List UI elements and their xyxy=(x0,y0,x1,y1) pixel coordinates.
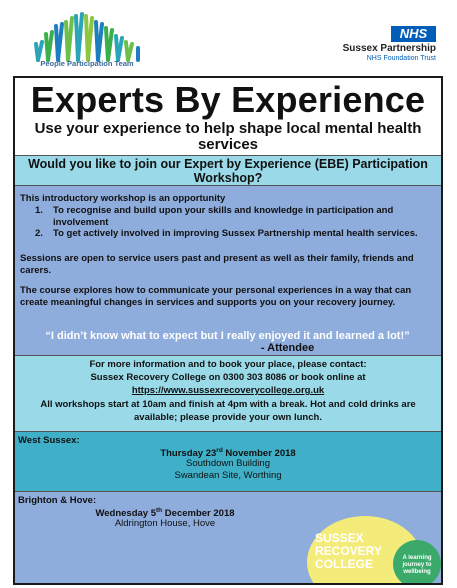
area-label: West Sussex: xyxy=(18,435,80,446)
page-subtitle: Use your experience to help shape local mental health services xyxy=(34,120,422,153)
recovery-logo-line2: RECOVERY xyxy=(315,544,382,558)
header xyxy=(0,0,457,75)
event-venue: Swandean Site, Worthing xyxy=(174,470,282,481)
event-venue: Southdown Building xyxy=(186,458,270,469)
list-text: To get actively involved in improving Sussex Partnership mental health services. xyxy=(53,228,418,239)
sessions-text: Sessions are open to service users past and present as well as their family, friends and carers. xyxy=(20,253,414,276)
title-section xyxy=(15,78,441,156)
testimonial-quote xyxy=(20,330,435,354)
page-title: Experts By Experience xyxy=(30,79,426,120)
info-link-row xyxy=(19,385,437,398)
date-text: Wednesday 5 xyxy=(95,508,157,520)
date-text: December 2018 xyxy=(162,508,235,520)
booking-link[interactable]: https://www.sussexrecoverycollege.org.uk xyxy=(131,385,325,396)
intro-text: This introductory workshop is an opportunity xyxy=(20,193,226,204)
recovery-tagline: wellbeing xyxy=(403,569,431,575)
quote-text: “I didn’t know what to expect but I really enjoyed it and learned a lot!” xyxy=(45,330,410,342)
flyer-frame xyxy=(13,76,443,585)
question-text: Would you like to join our Expert by Experience (EBE) Participation Workshop? xyxy=(28,157,428,185)
question-section xyxy=(15,156,441,186)
booking-info-section xyxy=(15,356,441,432)
info-line: Sussex Recovery College on 0300 303 8086 or book online at xyxy=(90,372,366,383)
recovery-tagline: A learning xyxy=(402,555,432,561)
date-text: November 2018 xyxy=(222,448,296,460)
date-suffix: th xyxy=(156,507,163,514)
quote-attribution: - Attendee xyxy=(260,342,315,354)
brighton-hove-section xyxy=(15,492,441,585)
team-label: People Participation Team xyxy=(40,59,134,68)
recovery-college-logo-icon xyxy=(307,516,443,585)
area-label: Brighton & Hove: xyxy=(18,495,97,506)
list-number: 2. xyxy=(35,228,43,239)
recovery-tagline: journey to xyxy=(402,562,432,568)
nhs-logo-icon: NHS xyxy=(391,26,436,42)
date-text: Thursday 23 xyxy=(160,448,217,460)
recovery-logo-line3: COLLEGE xyxy=(315,557,374,571)
recovery-logo-line1: SUSSEX xyxy=(315,531,364,545)
west-sussex-section xyxy=(15,432,441,492)
list-text: To recognise and build upon your skills and knowledge in participation and involvement xyxy=(53,205,394,228)
list-number: 1. xyxy=(35,205,43,216)
info-line: All workshops start at 10am and finish at 4pm with a break. Hot and cold drinks are available; please provide your own lunch. xyxy=(40,399,416,423)
event-venue: Aldrington House, Hove xyxy=(114,518,216,529)
date-suffix: rd xyxy=(216,447,223,454)
org-trust: NHS Foundation Trust xyxy=(366,55,436,62)
info-line: For more information and to book your place, please contact: xyxy=(89,359,367,370)
org-name: Sussex Partnership xyxy=(342,43,436,54)
description-section xyxy=(15,186,441,356)
course-text: The course explores how to communicate your personal experiences in a way that can create meaningful changes in services and supports you on your recovery journey. xyxy=(20,285,412,308)
